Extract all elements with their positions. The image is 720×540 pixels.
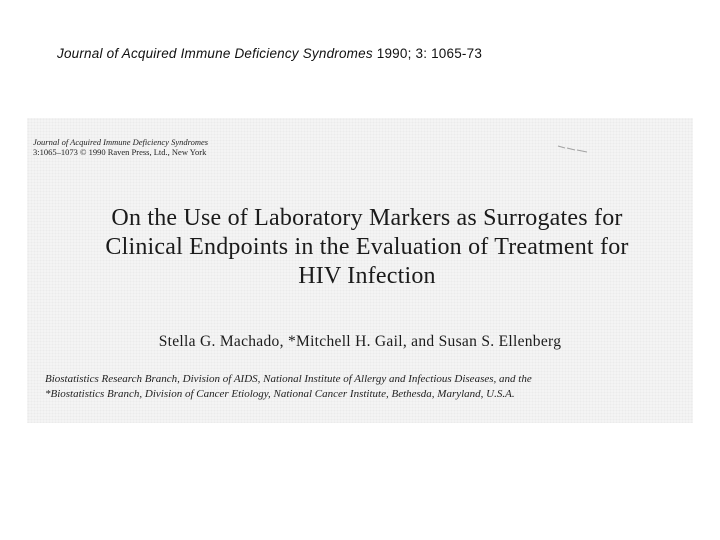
article-title	[57, 204, 677, 291]
article-authors: Stella G. Machado, *Mitchell H. Gail, and Susan S. Ellenberg	[158, 333, 562, 350]
scan-artifact-icon	[557, 144, 589, 154]
journal-header	[33, 138, 208, 157]
caption-journal-name: Journal of Acquired Immune Deficiency Syndromes	[57, 46, 373, 61]
slide-caption	[57, 46, 482, 61]
article-title-line-2: Clinical Endpoints in the Evaluation of Treatment for	[105, 234, 629, 260]
affiliation-line-1: Biostatistics Research Branch, Division of AIDS, National Institute of Allergy and Infectious Diseases, and the	[45, 373, 532, 385]
article-title-line-3: HIV Infection	[298, 263, 436, 289]
caption-citation: 1990; 3: 1065-73	[376, 46, 483, 61]
scanned-article-header	[27, 118, 693, 423]
journal-header-name: Journal of Acquired Immune Deficiency Syndromes	[33, 137, 209, 147]
article-affiliations	[45, 372, 693, 402]
article-title-line-1: On the Use of Laboratory Markers as Surrogates for	[111, 205, 623, 231]
affiliation-line-2: *Biostatistics Branch, Division of Cancer Etiology, National Cancer Institute, Bethesda, Maryland, U.S.A.	[45, 388, 515, 400]
journal-header-info: 3:1065–1073 © 1990 Raven Press, Ltd., New York	[33, 146, 207, 157]
